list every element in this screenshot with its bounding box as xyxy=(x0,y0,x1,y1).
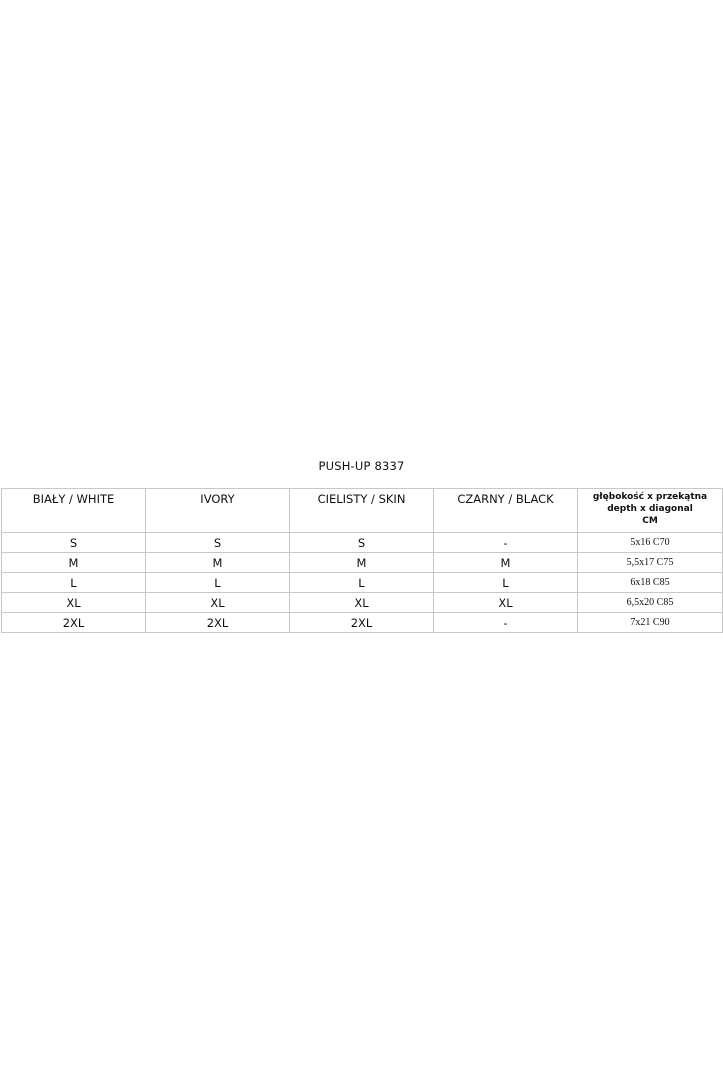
header-black: CZARNY / BLACK xyxy=(434,489,578,533)
page-title: PUSH-UP 8337 xyxy=(318,459,405,473)
header-dimensions-line3: CM xyxy=(642,516,658,526)
header-ivory: IVORY xyxy=(146,489,290,533)
cell-ivory: XL xyxy=(146,593,290,613)
header-dimensions-line1: głębokość x przekątna xyxy=(592,492,708,502)
header-dimensions xyxy=(578,489,723,533)
table-row xyxy=(2,533,723,553)
cell-dimensions: 5,5x17 C75 xyxy=(578,553,723,573)
cell-dimensions: 6,5x20 C85 xyxy=(578,593,723,613)
cell-ivory: S xyxy=(146,533,290,553)
cell-ivory: L xyxy=(146,573,290,593)
cell-ivory: M xyxy=(146,553,290,573)
cell-skin: M xyxy=(290,553,434,573)
table-row xyxy=(2,573,723,593)
cell-ivory: 2XL xyxy=(146,613,290,633)
table-row xyxy=(2,613,723,633)
header-white: BIAŁY / WHITE xyxy=(2,489,146,533)
cell-white: M xyxy=(2,553,146,573)
cell-skin: XL xyxy=(290,593,434,613)
cell-skin: 2XL xyxy=(290,613,434,633)
cell-skin: S xyxy=(290,533,434,553)
cell-skin: L xyxy=(290,573,434,593)
cell-white: XL xyxy=(2,593,146,613)
header-dimensions-line2: depth x diagonal xyxy=(607,504,693,514)
cell-black: - xyxy=(434,533,578,553)
table-row xyxy=(2,593,723,613)
header-skin: CIELISTY / SKIN xyxy=(290,489,434,533)
cell-white: L xyxy=(2,573,146,593)
table-header-row xyxy=(2,489,723,533)
cell-white: 2XL xyxy=(2,613,146,633)
cell-black: - xyxy=(434,613,578,633)
cell-black: M xyxy=(434,553,578,573)
cell-dimensions: 6x18 C85 xyxy=(578,573,723,593)
cell-black: L xyxy=(434,573,578,593)
size-table xyxy=(1,488,723,633)
cell-dimensions: 5x16 C70 xyxy=(578,533,723,553)
cell-white: S xyxy=(2,533,146,553)
cell-black: XL xyxy=(434,593,578,613)
cell-dimensions: 7x21 C90 xyxy=(578,613,723,633)
table-row xyxy=(2,553,723,573)
